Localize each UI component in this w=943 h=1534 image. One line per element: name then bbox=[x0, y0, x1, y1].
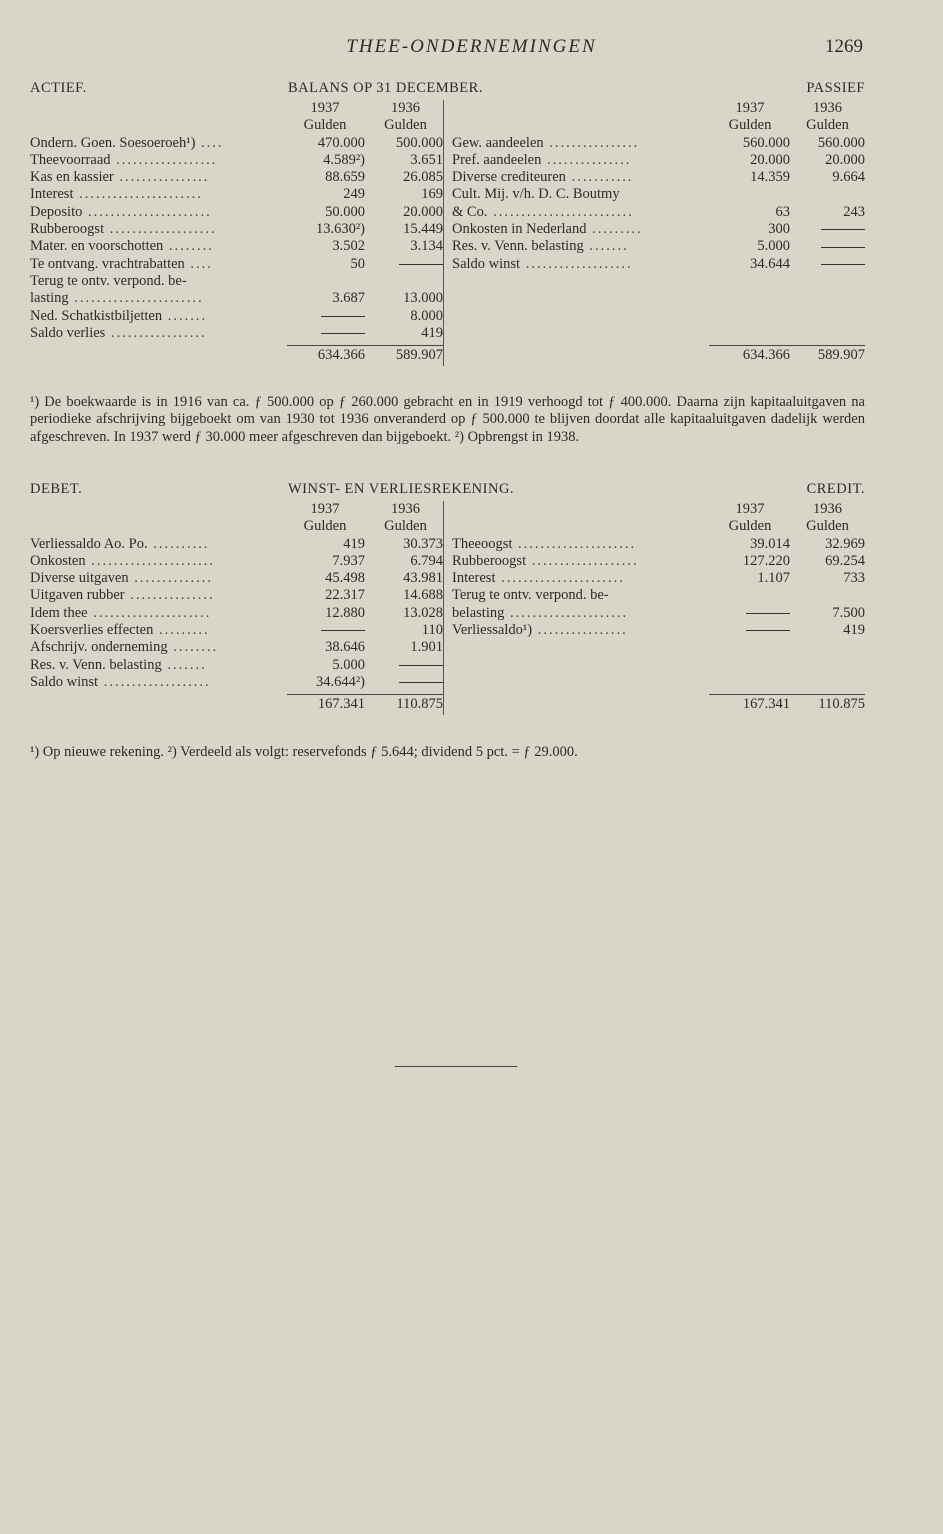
total-1937: 634.366 bbox=[317, 347, 365, 364]
leader-dots: .... bbox=[195, 134, 224, 151]
value-1937: 560.000 bbox=[742, 134, 790, 151]
leader-dots: ...................... bbox=[85, 552, 215, 569]
table-row bbox=[452, 152, 865, 169]
total-1937: 167.341 bbox=[317, 696, 365, 713]
liabilities-side bbox=[452, 100, 865, 366]
value-1937: 419 bbox=[343, 535, 365, 552]
liabilities-label: PASSIEF bbox=[806, 80, 865, 96]
table-row bbox=[30, 325, 443, 342]
row-label-text: Koersverlies effecten bbox=[30, 622, 154, 639]
row-label-text: Onkosten in Nederland bbox=[452, 221, 587, 238]
row-label-text: & Co. bbox=[452, 203, 488, 220]
table-row bbox=[30, 570, 443, 587]
nil-dash bbox=[321, 316, 365, 317]
leader-dots: ......................... bbox=[487, 203, 634, 220]
section-separator bbox=[395, 1066, 517, 1067]
value-1937: 38.646 bbox=[325, 639, 365, 656]
row-label bbox=[452, 256, 702, 273]
table-row bbox=[30, 204, 443, 221]
table-row bbox=[30, 221, 443, 238]
value-1936: 14.688 bbox=[403, 587, 443, 604]
table-row bbox=[30, 674, 443, 691]
nil-dash bbox=[746, 630, 790, 631]
row-label-text: Interest bbox=[452, 570, 496, 587]
leader-dots: ....... bbox=[161, 656, 207, 673]
blank-row bbox=[452, 308, 865, 325]
value-1936: 500.000 bbox=[395, 134, 443, 151]
nil-dash bbox=[746, 613, 790, 614]
value-1936 bbox=[368, 256, 443, 273]
value-1936: 110 bbox=[421, 622, 443, 639]
leader-dots: ....... bbox=[583, 238, 629, 255]
value-1936: 8.000 bbox=[410, 307, 443, 324]
value-1937: 3.687 bbox=[332, 290, 365, 307]
row-label bbox=[452, 152, 702, 169]
balance-heading bbox=[30, 80, 865, 100]
total-row bbox=[30, 691, 443, 715]
unit-1936: Gulden bbox=[806, 117, 849, 134]
debit-side bbox=[30, 501, 443, 715]
row-label-text: Theevoorraad bbox=[30, 151, 111, 168]
row-label-text: Verliessaldo Ao. Po. bbox=[30, 535, 148, 552]
column-divider bbox=[443, 100, 444, 366]
total-row bbox=[30, 342, 443, 366]
value-1936: 6.794 bbox=[410, 552, 443, 569]
blank-row bbox=[452, 290, 865, 307]
row-label bbox=[452, 238, 702, 255]
row-label bbox=[30, 221, 280, 238]
nil-dash bbox=[399, 682, 443, 683]
leader-dots: ........... bbox=[565, 169, 634, 186]
row-label bbox=[452, 135, 702, 152]
leader-dots: ....... bbox=[162, 307, 208, 324]
value-1936: 243 bbox=[843, 203, 865, 220]
value-1937 bbox=[285, 325, 365, 342]
table-row bbox=[30, 135, 443, 152]
year-header bbox=[452, 100, 865, 117]
value-1936: 26.085 bbox=[403, 169, 443, 186]
value-1937: 88.659 bbox=[325, 169, 365, 186]
value-1937: 5.000 bbox=[332, 656, 365, 673]
row-label-text: Ondern. Goen. Soesoeroeh¹) bbox=[30, 134, 196, 151]
total-1936: 589.907 bbox=[817, 347, 865, 364]
row-label bbox=[30, 657, 280, 674]
unit-header bbox=[30, 518, 443, 535]
table-row bbox=[30, 639, 443, 656]
unit-header bbox=[30, 117, 443, 134]
row-label-text: Saldo winst bbox=[30, 673, 99, 690]
leader-dots: ........ bbox=[167, 639, 219, 656]
row-label bbox=[452, 605, 702, 622]
table-row bbox=[452, 186, 865, 203]
nil-dash bbox=[821, 247, 865, 248]
row-label-text: Idem thee bbox=[30, 604, 88, 621]
row-label-text: Deposito bbox=[30, 203, 83, 220]
table-row bbox=[30, 553, 443, 570]
table-row bbox=[30, 152, 443, 169]
table-row bbox=[452, 256, 865, 273]
value-1936: 20.000 bbox=[403, 203, 443, 220]
assets-side bbox=[30, 100, 443, 366]
balance-footnote: ¹) De boekwaarde is in 1916 van ca. ƒ 500.000 op ƒ 260.000 gebracht en in 1919 verhoogd tot ƒ 400.000. Daarna zijn kapitaaluitgaven na periodieke afschrijving bijgeboekt om van 1930 tot 1936 onveranderd op ƒ 500.000 te blijven doordat alle kapitaaluitgaven dadelijk werden afgeschreven. In 1937 werd ƒ 30.000 meer afgeschreven dan bijgeboekt. ²) Opbrengst in 1938. bbox=[30, 394, 865, 445]
table-row bbox=[30, 536, 443, 553]
value-1936: 9.664 bbox=[832, 169, 865, 186]
value-1937: 63 bbox=[775, 203, 790, 220]
leader-dots: ................... bbox=[526, 552, 639, 569]
pl-title: WINST- EN VERLIESREKENING. bbox=[288, 481, 515, 497]
value-1937: 249 bbox=[343, 186, 365, 203]
leader-dots: .............. bbox=[128, 570, 214, 587]
value-1937: 14.359 bbox=[750, 169, 790, 186]
year-header bbox=[30, 100, 443, 117]
debit-label: DEBET. bbox=[30, 481, 83, 497]
value-1937: 3.502 bbox=[332, 238, 365, 255]
value-1937 bbox=[710, 605, 790, 622]
year-1937: 1937 bbox=[310, 100, 340, 116]
leader-dots: ..................... bbox=[87, 604, 212, 621]
blank-row bbox=[452, 325, 865, 342]
value-1937: 50 bbox=[350, 255, 365, 272]
row-label bbox=[30, 325, 280, 342]
row-label-text: Verliessaldo¹) bbox=[452, 622, 533, 639]
unit-1936: Gulden bbox=[384, 518, 427, 535]
total-row bbox=[452, 342, 865, 366]
row-label-text: Ned. Schatkistbiljetten bbox=[30, 307, 163, 324]
value-1936: 7.500 bbox=[832, 604, 865, 621]
value-1937: 470.000 bbox=[317, 134, 365, 151]
value-1936: 733 bbox=[843, 570, 865, 587]
table-row bbox=[452, 553, 865, 570]
row-label bbox=[452, 536, 702, 553]
leader-dots: ..................... bbox=[504, 604, 629, 621]
value-1936: 419 bbox=[843, 622, 865, 639]
row-label bbox=[452, 553, 702, 570]
row-label bbox=[30, 587, 280, 604]
leader-dots: ................ bbox=[532, 622, 628, 639]
value-1936: 13.000 bbox=[403, 290, 443, 307]
blank-row bbox=[452, 273, 865, 290]
value-1936: 30.373 bbox=[403, 535, 443, 552]
unit-1936: Gulden bbox=[806, 518, 849, 535]
value-1937 bbox=[285, 622, 365, 639]
value-1936: 169 bbox=[421, 186, 443, 203]
row-label bbox=[452, 587, 702, 604]
value-1937: 22.317 bbox=[325, 587, 365, 604]
row-label bbox=[30, 570, 280, 587]
total-1936: 110.875 bbox=[396, 696, 443, 713]
row-label-text: Interest bbox=[30, 186, 74, 203]
credit-side bbox=[452, 501, 865, 715]
row-label bbox=[30, 290, 280, 307]
value-1937 bbox=[710, 622, 790, 639]
credit-label: CREDIT. bbox=[806, 481, 865, 497]
blank-row bbox=[452, 674, 865, 691]
row-label bbox=[452, 169, 702, 186]
value-1937: 12.880 bbox=[325, 604, 365, 621]
row-label bbox=[30, 135, 280, 152]
row-label bbox=[30, 674, 280, 691]
table-row bbox=[30, 273, 443, 290]
pl-footnote: ¹) Op nieuwe rekening. ²) Verdeeld als volgt: reservefonds ƒ 5.644; dividend 5 pct. = ƒ 29.000. bbox=[30, 744, 578, 760]
row-label-text: Diverse uitgaven bbox=[30, 570, 129, 587]
total-1936: 589.907 bbox=[395, 347, 443, 364]
value-1936: 20.000 bbox=[825, 151, 865, 168]
unit-header bbox=[452, 518, 865, 535]
unit-1936: Gulden bbox=[384, 117, 427, 134]
value-1937: 45.498 bbox=[325, 570, 365, 587]
leader-dots: ...................... bbox=[73, 186, 203, 203]
table-row bbox=[452, 238, 865, 255]
value-1937: 1.107 bbox=[757, 570, 790, 587]
row-label bbox=[30, 536, 280, 553]
table-row bbox=[30, 622, 443, 639]
leader-dots: ..................... bbox=[512, 535, 637, 552]
value-1937: 4.589²) bbox=[323, 151, 365, 168]
leader-dots: ............... bbox=[541, 151, 632, 168]
value-1937: 300 bbox=[768, 221, 790, 238]
value-1937: 20.000 bbox=[750, 151, 790, 168]
row-label-text: Cult. Mij. v/h. D. C. Boutmy bbox=[452, 186, 620, 203]
row-label-text: Gew. aandeelen bbox=[452, 134, 544, 151]
row-label bbox=[30, 152, 280, 169]
table-row bbox=[30, 587, 443, 604]
pl-columns bbox=[30, 501, 865, 715]
value-1937: 34.644 bbox=[750, 255, 790, 272]
table-row bbox=[452, 605, 865, 622]
value-1936: 43.981 bbox=[403, 570, 443, 587]
row-label bbox=[452, 622, 702, 639]
value-1936: 15.449 bbox=[403, 221, 443, 238]
row-label bbox=[30, 273, 280, 290]
leader-dots: ........ bbox=[163, 238, 214, 255]
leader-dots: ...................... bbox=[495, 570, 625, 587]
leader-dots: ......... bbox=[153, 622, 210, 639]
row-label-text: Terug te ontv. verpond. be- bbox=[30, 272, 187, 289]
table-row bbox=[452, 204, 865, 221]
row-label bbox=[452, 570, 702, 587]
table-row bbox=[30, 290, 443, 307]
year-1936: 1936 bbox=[391, 501, 420, 517]
value-1937: 34.644²) bbox=[315, 673, 365, 690]
row-label bbox=[452, 204, 702, 221]
balance-sheet bbox=[30, 80, 865, 366]
row-label-text: Te ontvang. vrachtrabatten bbox=[30, 255, 185, 272]
table-row bbox=[30, 186, 443, 203]
row-label bbox=[452, 221, 702, 238]
table-row bbox=[452, 622, 865, 639]
row-label-text: Onkosten bbox=[30, 552, 86, 569]
total-row bbox=[452, 691, 865, 715]
leader-dots: ......... bbox=[586, 221, 643, 238]
unit-1937: Gulden bbox=[303, 117, 347, 134]
table-row bbox=[30, 238, 443, 255]
value-1936: 1.901 bbox=[410, 639, 443, 656]
row-label bbox=[30, 256, 280, 273]
value-1936: 13.028 bbox=[403, 604, 443, 621]
unit-1937: Gulden bbox=[728, 117, 772, 134]
total-rule bbox=[709, 694, 865, 695]
row-label-text: Rubberoogst bbox=[452, 552, 527, 569]
value-1936: 69.254 bbox=[825, 552, 865, 569]
leader-dots: .... bbox=[184, 255, 213, 272]
row-label-text: Kas en kassier bbox=[30, 169, 114, 186]
nil-dash bbox=[321, 333, 365, 334]
value-1936: 560.000 bbox=[817, 134, 865, 151]
row-label bbox=[30, 238, 280, 255]
leader-dots: .......... bbox=[147, 535, 210, 552]
total-1937: 634.366 bbox=[742, 347, 790, 364]
value-1936: 32.969 bbox=[825, 535, 865, 552]
value-1936 bbox=[368, 674, 443, 691]
row-label bbox=[30, 204, 280, 221]
value-1937: 5.000 bbox=[757, 238, 790, 255]
table-row bbox=[452, 536, 865, 553]
blank-row bbox=[452, 657, 865, 674]
profit-loss bbox=[30, 481, 865, 715]
row-label bbox=[30, 186, 280, 203]
row-label-text: Uitgaven rubber bbox=[30, 587, 125, 604]
nil-dash bbox=[321, 630, 365, 631]
pl-heading bbox=[30, 481, 865, 501]
leader-dots: ................. bbox=[105, 324, 207, 341]
page-number: 1269 bbox=[825, 36, 863, 57]
total-1936: 110.875 bbox=[818, 696, 865, 713]
balance-title: BALANS OP 31 DECEMBER. bbox=[288, 80, 483, 96]
year-1937: 1937 bbox=[310, 501, 340, 517]
value-1936 bbox=[368, 657, 443, 674]
row-label-text: Terug te ontv. verpond. be- bbox=[452, 587, 609, 604]
unit-1937: Gulden bbox=[303, 518, 347, 535]
value-1937 bbox=[285, 308, 365, 325]
row-label bbox=[30, 308, 280, 325]
year-1936: 1936 bbox=[813, 501, 842, 517]
value-1936 bbox=[790, 238, 865, 255]
row-label-text: Pref. aandeelen bbox=[452, 151, 542, 168]
year-1936: 1936 bbox=[813, 100, 842, 116]
value-1937: 7.937 bbox=[332, 552, 365, 569]
nil-dash bbox=[821, 229, 865, 230]
value-1936: 419 bbox=[421, 324, 443, 341]
leader-dots: ................... bbox=[520, 255, 633, 272]
value-1937: 127.220 bbox=[742, 552, 790, 569]
value-1936 bbox=[790, 256, 865, 273]
leader-dots: ................... bbox=[98, 673, 211, 690]
year-1937: 1937 bbox=[735, 501, 765, 517]
row-label-text: Theeoogst bbox=[452, 535, 513, 552]
year-header bbox=[452, 501, 865, 518]
leader-dots: ....................... bbox=[68, 290, 204, 307]
leader-dots: ................... bbox=[104, 221, 217, 238]
page-title: THEE-ONDERNEMINGEN bbox=[346, 36, 597, 57]
row-label bbox=[30, 622, 280, 639]
row-label-text: Diverse crediteuren bbox=[452, 169, 566, 186]
value-1937: 50.000 bbox=[325, 203, 365, 220]
unit-1937: Gulden bbox=[728, 518, 772, 535]
row-label-text: Saldo winst bbox=[452, 255, 521, 272]
total-rule bbox=[709, 345, 865, 346]
row-label-text: Res. v. Venn. belasting bbox=[30, 656, 162, 673]
table-row bbox=[452, 169, 865, 186]
nil-dash bbox=[821, 264, 865, 265]
table-row bbox=[452, 135, 865, 152]
table-row bbox=[30, 169, 443, 186]
row-label-text: Res. v. Venn. belasting bbox=[452, 238, 584, 255]
row-label-text: lasting bbox=[30, 290, 69, 307]
row-label bbox=[452, 186, 702, 203]
table-row bbox=[452, 570, 865, 587]
table-row bbox=[30, 308, 443, 325]
table-row bbox=[30, 256, 443, 273]
table-row bbox=[30, 605, 443, 622]
leader-dots: ................ bbox=[543, 134, 640, 151]
assets-label: ACTIEF. bbox=[30, 80, 87, 96]
nil-dash bbox=[399, 665, 443, 666]
value-1936: 3.651 bbox=[410, 151, 443, 168]
year-header bbox=[30, 501, 443, 518]
row-label bbox=[30, 639, 280, 656]
row-label-text: Rubberoogst bbox=[30, 221, 105, 238]
table-row bbox=[30, 657, 443, 674]
total-rule bbox=[287, 694, 443, 695]
total-rule bbox=[287, 345, 443, 346]
row-label-text: Mater. en voorschotten bbox=[30, 238, 164, 255]
row-label bbox=[30, 169, 280, 186]
value-1937: 13.630²) bbox=[315, 221, 365, 238]
row-label-text: Saldo verlies bbox=[30, 324, 106, 341]
nil-dash bbox=[399, 264, 443, 265]
row-label-text: Afschrijv. onderneming bbox=[30, 639, 168, 656]
leader-dots: ................ bbox=[113, 169, 210, 186]
leader-dots: .................. bbox=[110, 151, 218, 168]
year-1937: 1937 bbox=[735, 100, 765, 116]
balance-columns bbox=[30, 100, 865, 366]
year-1936: 1936 bbox=[391, 100, 420, 116]
value-1936: 3.134 bbox=[410, 238, 443, 255]
leader-dots: ............... bbox=[124, 587, 215, 604]
total-1937: 167.341 bbox=[742, 696, 790, 713]
row-label bbox=[30, 553, 280, 570]
row-label bbox=[30, 605, 280, 622]
table-row bbox=[452, 221, 865, 238]
row-label-text: belasting bbox=[452, 604, 505, 621]
table-row bbox=[452, 587, 865, 604]
column-divider bbox=[443, 501, 444, 715]
value-1937: 39.014 bbox=[750, 535, 790, 552]
blank-row bbox=[452, 639, 865, 656]
unit-header bbox=[452, 117, 865, 134]
value-1936 bbox=[790, 221, 865, 238]
leader-dots: ...................... bbox=[82, 203, 212, 220]
